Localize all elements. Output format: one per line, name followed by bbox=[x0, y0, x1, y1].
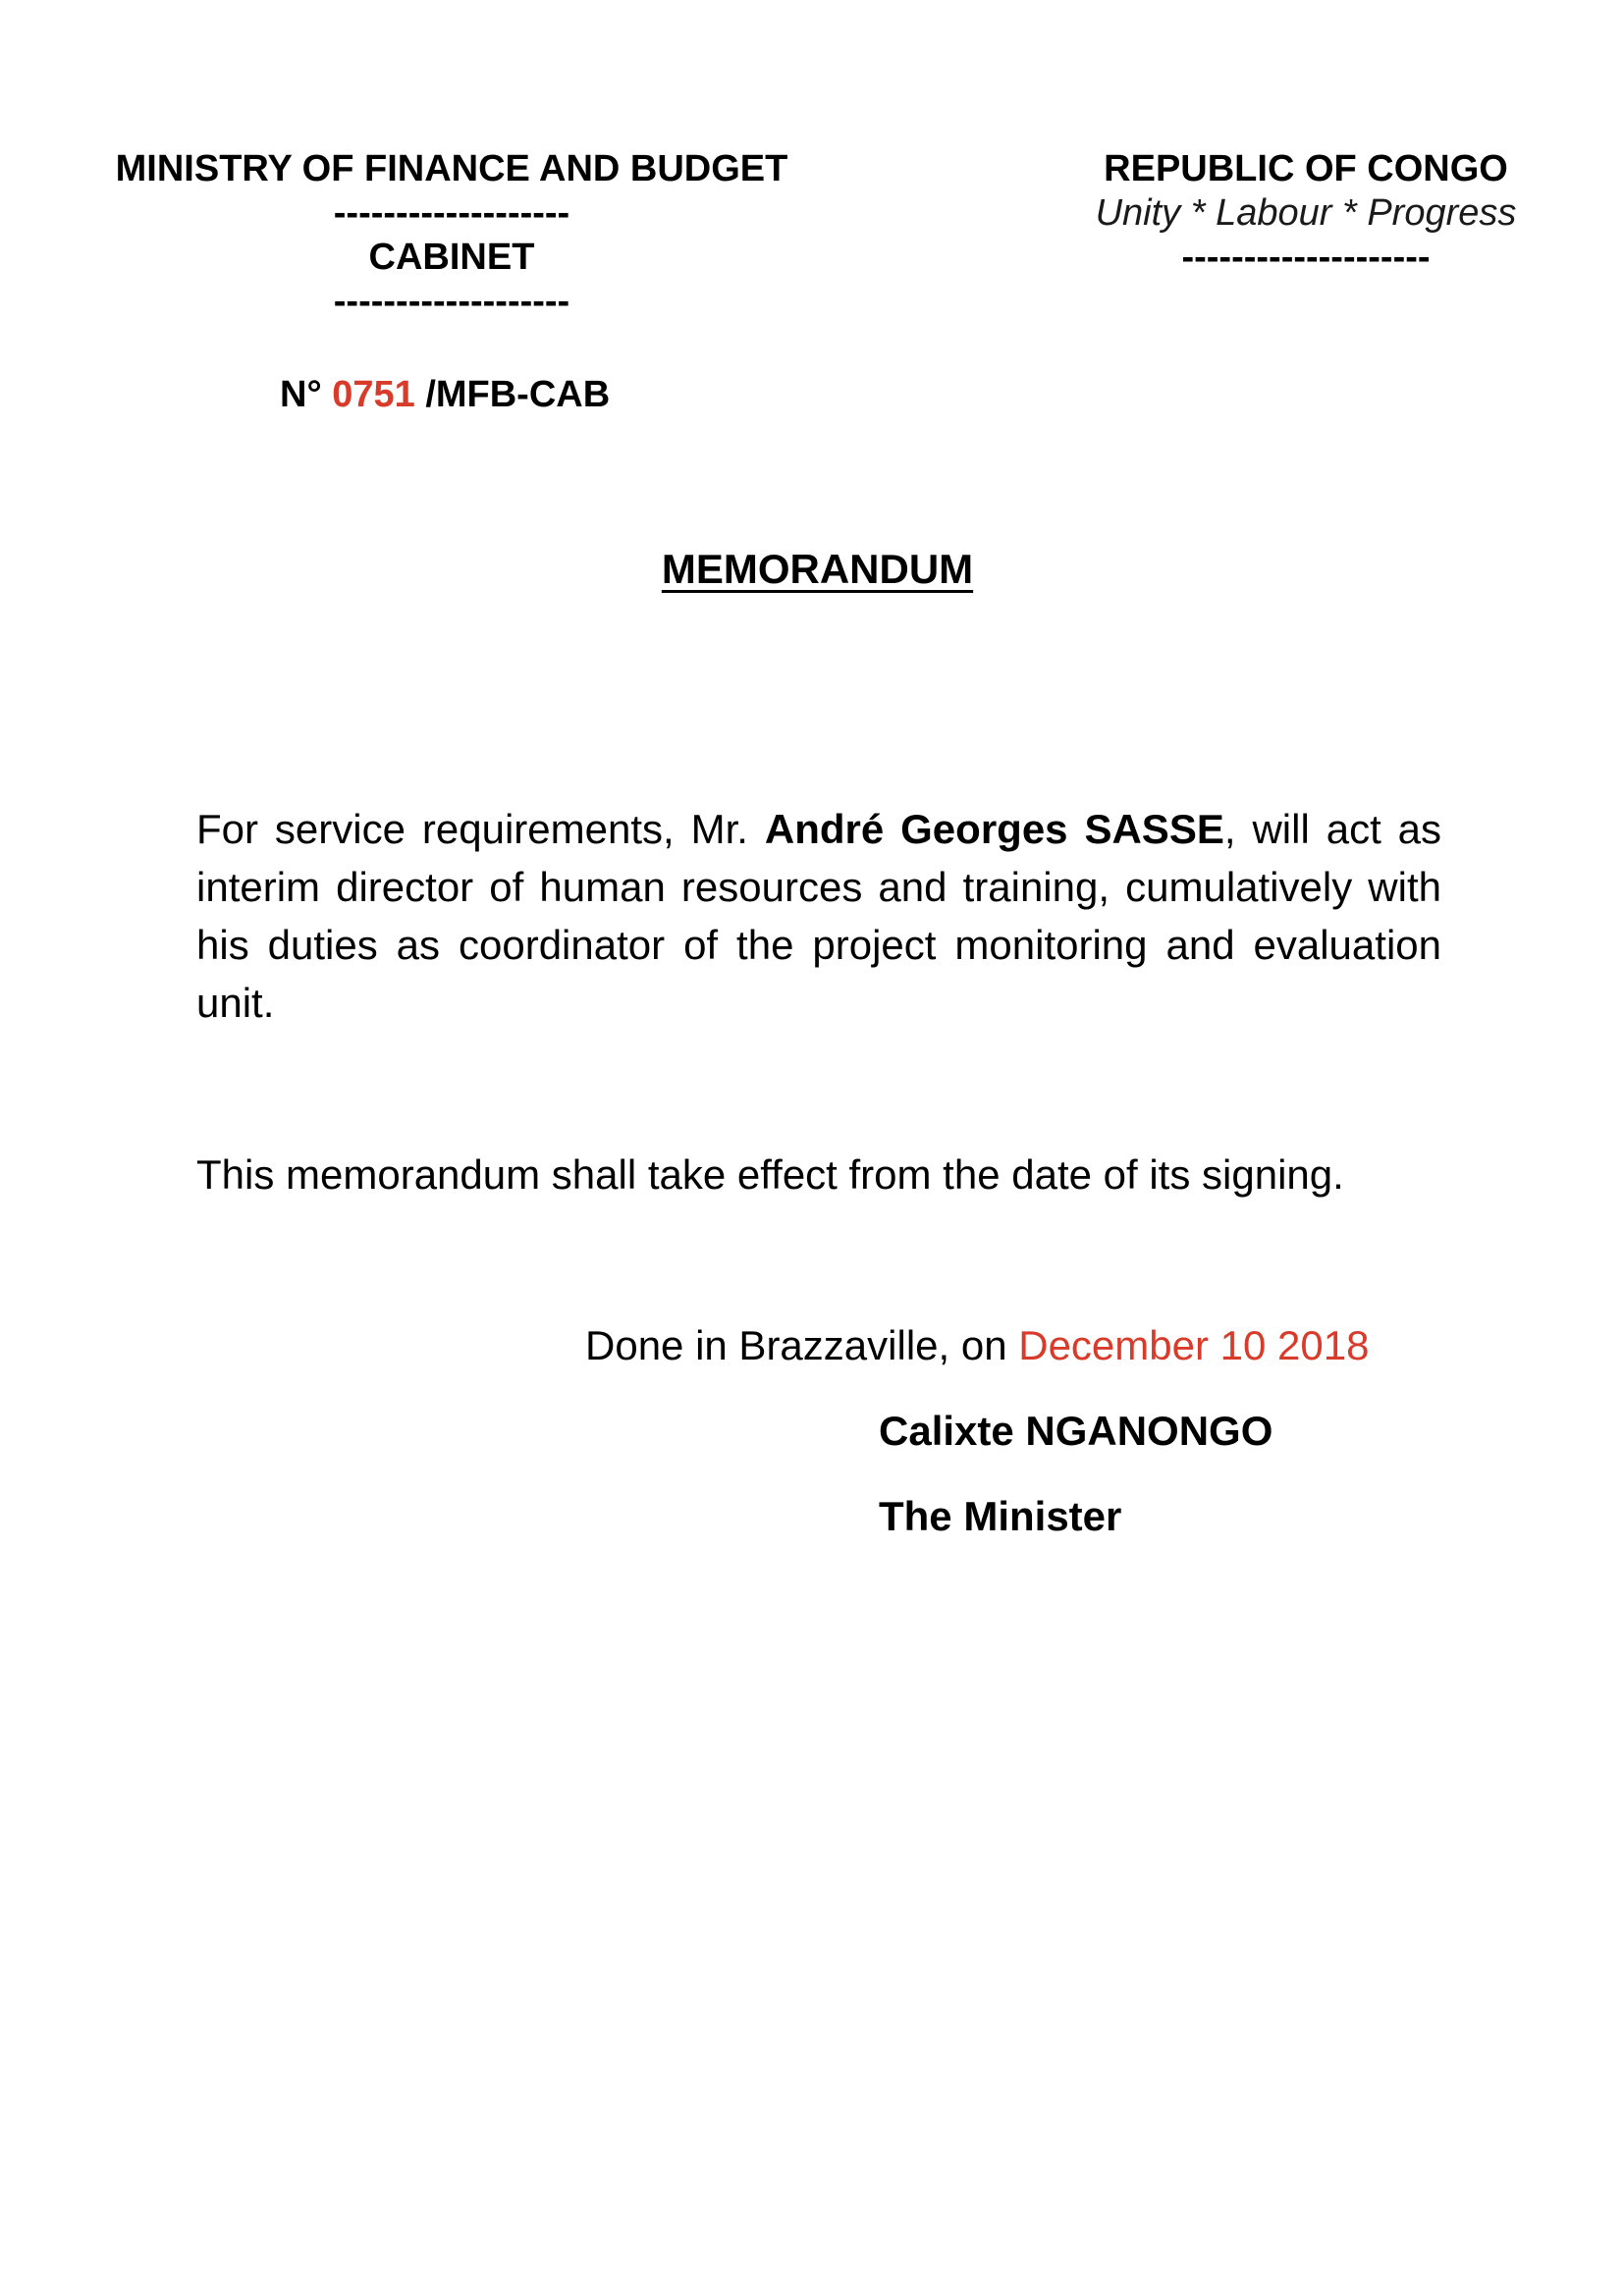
paragraph-1-rest: , will act as interim director of human resources and training, cumulatively with his duties as coordinator of the project monitoring and evaluation unit. bbox=[196, 806, 1442, 1026]
body-paragraph-1 bbox=[196, 800, 1441, 1032]
reference-suffix: /MFB-CAB bbox=[425, 374, 611, 415]
header-left-block bbox=[59, 147, 844, 324]
document-title bbox=[0, 545, 1624, 594]
header-right-block bbox=[1051, 147, 1561, 280]
department-name: CABINET bbox=[368, 237, 535, 278]
signer-title: The Minister bbox=[879, 1493, 1122, 1539]
paragraph-1-intro: For service requirements, Mr. bbox=[196, 806, 765, 852]
header-left-separator: ------------------- bbox=[333, 281, 570, 322]
place-text: Done in Brazzaville, on bbox=[585, 1322, 1019, 1368]
place-and-date bbox=[585, 1316, 1369, 1374]
reference-prefix: N° bbox=[280, 374, 322, 415]
document-title-text: MEMORANDUM bbox=[661, 546, 974, 592]
ministry-name: MINISTRY OF FINANCE AND BUDGET bbox=[115, 148, 788, 189]
body-paragraph-2: This memorandum shall take effect from the date of its signing. bbox=[196, 1151, 1344, 1198]
signing-date: December 10 2018 bbox=[1018, 1322, 1370, 1368]
header-right-separator: -------------------- bbox=[1181, 237, 1431, 278]
reference-number-value: 0751 bbox=[332, 374, 415, 415]
national-motto: Unity * Labour * Progress bbox=[1095, 192, 1517, 234]
reference-number bbox=[280, 373, 610, 417]
signer-name: Calixte NGANONGO bbox=[879, 1408, 1273, 1454]
header-left-separator: ------------------- bbox=[333, 192, 570, 234]
appointee-name: André Georges SASSE bbox=[764, 806, 1224, 852]
country-name: REPUBLIC OF CONGO bbox=[1104, 148, 1508, 189]
